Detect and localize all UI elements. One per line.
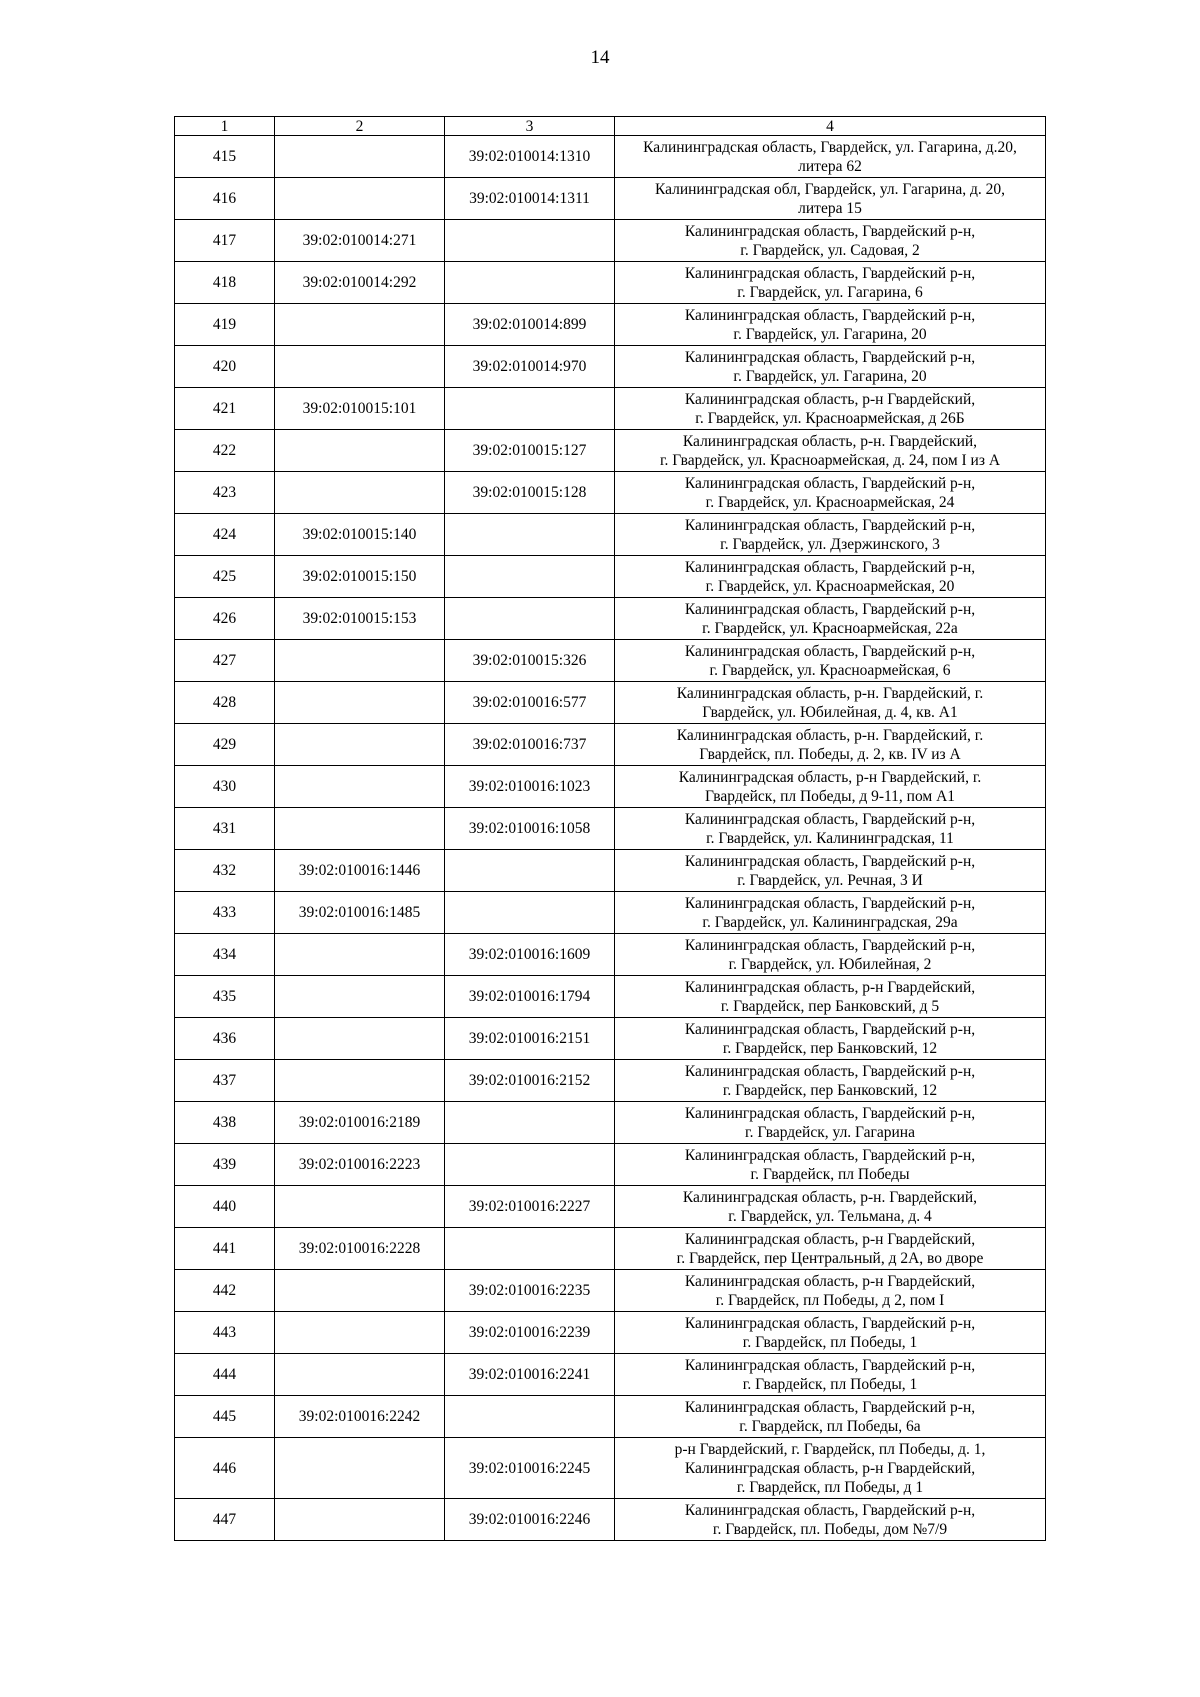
cadastral-number-col2 xyxy=(275,1018,445,1060)
address-cell: Калининградская область, р-н Гвардейский, г. Гвардейск, пл Победы, д 2, пом I xyxy=(615,1270,1046,1312)
cadastral-number-col3 xyxy=(445,1396,615,1438)
cadastral-number-col3: 39:02:010016:2246 xyxy=(445,1499,615,1541)
table-row xyxy=(175,262,1046,304)
cadastral-number-col2: 39:02:010014:292 xyxy=(275,262,445,304)
row-number: 443 xyxy=(175,1312,275,1354)
table-row xyxy=(175,514,1046,556)
table-header-row xyxy=(175,117,1046,136)
row-number: 433 xyxy=(175,892,275,934)
cadastral-number-col2 xyxy=(275,976,445,1018)
row-number: 444 xyxy=(175,1354,275,1396)
address-cell: Калининградская область, Гвардейский р-н, г. Гвардейск, ул. Красноармейская, 6 xyxy=(615,640,1046,682)
cadastral-number-col3: 39:02:010016:2151 xyxy=(445,1018,615,1060)
address-cell: Калининградская область, Гвардейский р-н, г. Гвардейск, ул. Гагарина xyxy=(615,1102,1046,1144)
table-row xyxy=(175,808,1046,850)
cadastral-number-col3: 39:02:010016:1609 xyxy=(445,934,615,976)
cadastral-number-col2 xyxy=(275,1186,445,1228)
table-row xyxy=(175,346,1046,388)
table-row xyxy=(175,892,1046,934)
cadastral-number-col2 xyxy=(275,934,445,976)
row-number: 428 xyxy=(175,682,275,724)
row-number: 429 xyxy=(175,724,275,766)
address-cell: Калининградская область, Гвардейский р-н, г. Гвардейск, ул. Гагарина, 20 xyxy=(615,346,1046,388)
row-number: 446 xyxy=(175,1438,275,1499)
address-cell: Калининградская область, р-н Гвардейский, г. Гвардейск, пер Центральный, д 2А, во дворе xyxy=(615,1228,1046,1270)
address-cell: Калининградская область, р-н Гвардейский, г. Гвардейск, пер Банковский, д 5 xyxy=(615,976,1046,1018)
address-cell: Калининградская область, р-н. Гвардейский, г. Гвардейск, ул. Юбилейная, д. 4, кв. А1 xyxy=(615,682,1046,724)
cadastral-number-col2 xyxy=(275,766,445,808)
cadastral-number-col2: 39:02:010014:271 xyxy=(275,220,445,262)
table-row xyxy=(175,472,1046,514)
cadastral-number-col2 xyxy=(275,1270,445,1312)
table-row xyxy=(175,1438,1046,1499)
cadastral-number-col2: 39:02:010016:1485 xyxy=(275,892,445,934)
table-row xyxy=(175,724,1046,766)
table-row xyxy=(175,850,1046,892)
address-cell: Калининградская область, р-н. Гвардейский, г. Гвардейск, ул. Красноармейская, д. 24, пом I из А xyxy=(615,430,1046,472)
table-row xyxy=(175,388,1046,430)
row-number: 424 xyxy=(175,514,275,556)
address-cell: Калининградская область, Гвардейский р-н, г. Гвардейск, пер Банковский, 12 xyxy=(615,1018,1046,1060)
header-col-1: 1 xyxy=(175,117,275,136)
table-row xyxy=(175,178,1046,220)
row-number: 420 xyxy=(175,346,275,388)
cadastral-number-col2 xyxy=(275,724,445,766)
cadastral-number-col3 xyxy=(445,892,615,934)
table-row xyxy=(175,1144,1046,1186)
cadastral-number-col2: 39:02:010016:1446 xyxy=(275,850,445,892)
address-cell: Калининградская область, Гвардейский р-н, г. Гвардейск, ул. Калининградская, 29а xyxy=(615,892,1046,934)
cadastral-number-col3: 39:02:010015:127 xyxy=(445,430,615,472)
row-number: 418 xyxy=(175,262,275,304)
address-cell: Калининградская область, Гвардейский р-н, г. Гвардейск, пл Победы, 1 xyxy=(615,1354,1046,1396)
address-cell: Калининградская область, Гвардейский р-н, г. Гвардейск, пл Победы xyxy=(615,1144,1046,1186)
address-cell: Калининградская область, Гвардейский р-н, г. Гвардейск, пер Банковский, 12 xyxy=(615,1060,1046,1102)
cadastral-number-col3 xyxy=(445,220,615,262)
cadastral-number-col3: 39:02:010016:2235 xyxy=(445,1270,615,1312)
row-number: 445 xyxy=(175,1396,275,1438)
cadastral-number-col3 xyxy=(445,1102,615,1144)
address-cell: Калининградская область, Гвардейский р-н, г. Гвардейск, ул. Садовая, 2 xyxy=(615,220,1046,262)
row-number: 419 xyxy=(175,304,275,346)
cadastral-number-col3: 39:02:010016:2227 xyxy=(445,1186,615,1228)
row-number: 442 xyxy=(175,1270,275,1312)
address-cell: Калининградская область, Гвардейский р-н, г. Гвардейск, пл. Победы, дом №7/9 xyxy=(615,1499,1046,1541)
row-number: 437 xyxy=(175,1060,275,1102)
address-cell: Калининградская область, Гвардейский р-н, г. Гвардейск, ул. Речная, 3 И xyxy=(615,850,1046,892)
cadastral-number-col2: 39:02:010015:140 xyxy=(275,514,445,556)
cadastral-number-col2: 39:02:010016:2223 xyxy=(275,1144,445,1186)
row-number: 434 xyxy=(175,934,275,976)
table-row xyxy=(175,682,1046,724)
row-number: 415 xyxy=(175,136,275,178)
row-number: 427 xyxy=(175,640,275,682)
cadastral-number-col3: 39:02:010016:2241 xyxy=(445,1354,615,1396)
address-cell: Калининградская область, Гвардейский р-н, г. Гвардейск, ул. Дзержинского, 3 xyxy=(615,514,1046,556)
table-body xyxy=(175,136,1046,1541)
header-col-4: 4 xyxy=(615,117,1046,136)
cadastral-number-col2 xyxy=(275,640,445,682)
row-number: 431 xyxy=(175,808,275,850)
cadastral-number-col2: 39:02:010016:2228 xyxy=(275,1228,445,1270)
address-cell: Калининградская область, Гвардейский р-н, г. Гвардейск, ул. Красноармейская, 20 xyxy=(615,556,1046,598)
row-number: 417 xyxy=(175,220,275,262)
row-number: 425 xyxy=(175,556,275,598)
cadastral-number-col3: 39:02:010016:2152 xyxy=(445,1060,615,1102)
cadastral-number-col3 xyxy=(445,514,615,556)
cadastral-number-col3 xyxy=(445,1144,615,1186)
cadastral-number-col2: 39:02:010016:2189 xyxy=(275,1102,445,1144)
cadastral-number-col3: 39:02:010016:1058 xyxy=(445,808,615,850)
row-number: 422 xyxy=(175,430,275,472)
cadastral-number-col3 xyxy=(445,598,615,640)
row-number: 430 xyxy=(175,766,275,808)
row-number: 435 xyxy=(175,976,275,1018)
cadastral-number-col3: 39:02:010014:1310 xyxy=(445,136,615,178)
cadastral-number-col3: 39:02:010015:326 xyxy=(445,640,615,682)
row-number: 423 xyxy=(175,472,275,514)
table-row xyxy=(175,556,1046,598)
address-cell: Калининградская область, Гвардейский р-н, г. Гвардейск, пл Победы, 1 xyxy=(615,1312,1046,1354)
address-cell: Калининградская область, р-н Гвардейский, г. Гвардейск, пл Победы, д 9-11, пом А1 xyxy=(615,766,1046,808)
cadastral-number-col3 xyxy=(445,556,615,598)
row-number: 426 xyxy=(175,598,275,640)
row-number: 421 xyxy=(175,388,275,430)
address-cell: Калининградская область, Гвардейский р-н, г. Гвардейск, ул. Юбилейная, 2 xyxy=(615,934,1046,976)
row-number: 438 xyxy=(175,1102,275,1144)
table-row xyxy=(175,1102,1046,1144)
address-cell: Калининградская область, Гвардейский р-н, г. Гвардейск, ул. Гагарина, 20 xyxy=(615,304,1046,346)
table-row xyxy=(175,136,1046,178)
table-row xyxy=(175,1060,1046,1102)
cadastral-number-col3: 39:02:010014:899 xyxy=(445,304,615,346)
address-cell: Калининградская область, Гвардейский р-н, г. Гвардейск, ул. Красноармейская, 22а xyxy=(615,598,1046,640)
row-number: 441 xyxy=(175,1228,275,1270)
table-row xyxy=(175,976,1046,1018)
cadastral-number-col2: 39:02:010015:150 xyxy=(275,556,445,598)
cadastral-number-col3: 39:02:010016:2245 xyxy=(445,1438,615,1499)
cadastral-number-col3: 39:02:010016:2239 xyxy=(445,1312,615,1354)
cadastral-number-col2 xyxy=(275,1354,445,1396)
table-row xyxy=(175,598,1046,640)
cadastral-number-col3 xyxy=(445,262,615,304)
cadastral-number-col2 xyxy=(275,430,445,472)
cadastral-number-col3: 39:02:010016:737 xyxy=(445,724,615,766)
address-cell: Калининградская область, Гвардейск, ул. Гагарина, д.20, литера 62 xyxy=(615,136,1046,178)
row-number: 440 xyxy=(175,1186,275,1228)
cadastral-number-col3: 39:02:010014:1311 xyxy=(445,178,615,220)
address-cell: р-н Гвардейский, г. Гвардейск, пл Победы, д. 1, Калининградская область, р-н Гвардейский, г. Гвардейск, пл Победы, д 1 xyxy=(615,1438,1046,1499)
cadastral-number-col3 xyxy=(445,1228,615,1270)
table-row xyxy=(175,304,1046,346)
cadastral-number-col3 xyxy=(445,388,615,430)
table-row xyxy=(175,1396,1046,1438)
cadastral-number-col3: 39:02:010014:970 xyxy=(445,346,615,388)
cadastral-number-col2: 39:02:010015:153 xyxy=(275,598,445,640)
address-cell: Калининградская область, р-н. Гвардейский, г. Гвардейск, пл. Победы, д. 2, кв. IV из А xyxy=(615,724,1046,766)
row-number: 439 xyxy=(175,1144,275,1186)
table-row xyxy=(175,1018,1046,1060)
cadastral-number-col3: 39:02:010016:1023 xyxy=(445,766,615,808)
table-row xyxy=(175,934,1046,976)
cadastral-number-col2 xyxy=(275,136,445,178)
page-number: 14 xyxy=(590,47,610,68)
cadastral-number-col2 xyxy=(275,1312,445,1354)
cadastral-number-col3: 39:02:010015:128 xyxy=(445,472,615,514)
cadastral-number-col2 xyxy=(275,1499,445,1541)
address-cell: Калининградская область, Гвардейский р-н, г. Гвардейск, ул. Гагарина, 6 xyxy=(615,262,1046,304)
row-number: 447 xyxy=(175,1499,275,1541)
cadastral-number-col2 xyxy=(275,178,445,220)
cadastral-number-col2: 39:02:010015:101 xyxy=(275,388,445,430)
table-row xyxy=(175,1312,1046,1354)
cadastral-number-col2 xyxy=(275,304,445,346)
table-row xyxy=(175,220,1046,262)
header-col-2: 2 xyxy=(275,117,445,136)
row-number: 432 xyxy=(175,850,275,892)
cadastral-number-col2 xyxy=(275,682,445,724)
cadastral-number-col2 xyxy=(275,346,445,388)
cadastral-number-col3 xyxy=(445,850,615,892)
cadastral-number-col2 xyxy=(275,472,445,514)
row-number: 416 xyxy=(175,178,275,220)
cadastral-number-col2 xyxy=(275,1438,445,1499)
address-cell: Калининградская область, р-н. Гвардейский, г. Гвардейск, ул. Тельмана, д. 4 xyxy=(615,1186,1046,1228)
table-row xyxy=(175,766,1046,808)
table-row xyxy=(175,1354,1046,1396)
table-row xyxy=(175,1270,1046,1312)
table-row xyxy=(175,1186,1046,1228)
table-row xyxy=(175,430,1046,472)
registry-table xyxy=(174,116,1046,1541)
cadastral-number-col2 xyxy=(275,808,445,850)
cadastral-number-col2 xyxy=(275,1060,445,1102)
table-row xyxy=(175,1228,1046,1270)
cadastral-number-col3: 39:02:010016:1794 xyxy=(445,976,615,1018)
row-number: 436 xyxy=(175,1018,275,1060)
cadastral-number-col3: 39:02:010016:577 xyxy=(445,682,615,724)
address-cell: Калининградская область, Гвардейский р-н, г. Гвардейск, ул. Калининградская, 11 xyxy=(615,808,1046,850)
address-cell: Калининградская область, Гвардейский р-н, г. Гвардейск, ул. Красноармейская, 24 xyxy=(615,472,1046,514)
table-row xyxy=(175,1499,1046,1541)
address-cell: Калининградская область, Гвардейский р-н, г. Гвардейск, пл Победы, 6а xyxy=(615,1396,1046,1438)
header-col-3: 3 xyxy=(445,117,615,136)
address-cell: Калининградская обл, Гвардейск, ул. Гагарина, д. 20, литера 15 xyxy=(615,178,1046,220)
address-cell: Калининградская область, р-н Гвардейский, г. Гвардейск, ул. Красноармейская, д 26Б xyxy=(615,388,1046,430)
table-row xyxy=(175,640,1046,682)
cadastral-number-col2: 39:02:010016:2242 xyxy=(275,1396,445,1438)
